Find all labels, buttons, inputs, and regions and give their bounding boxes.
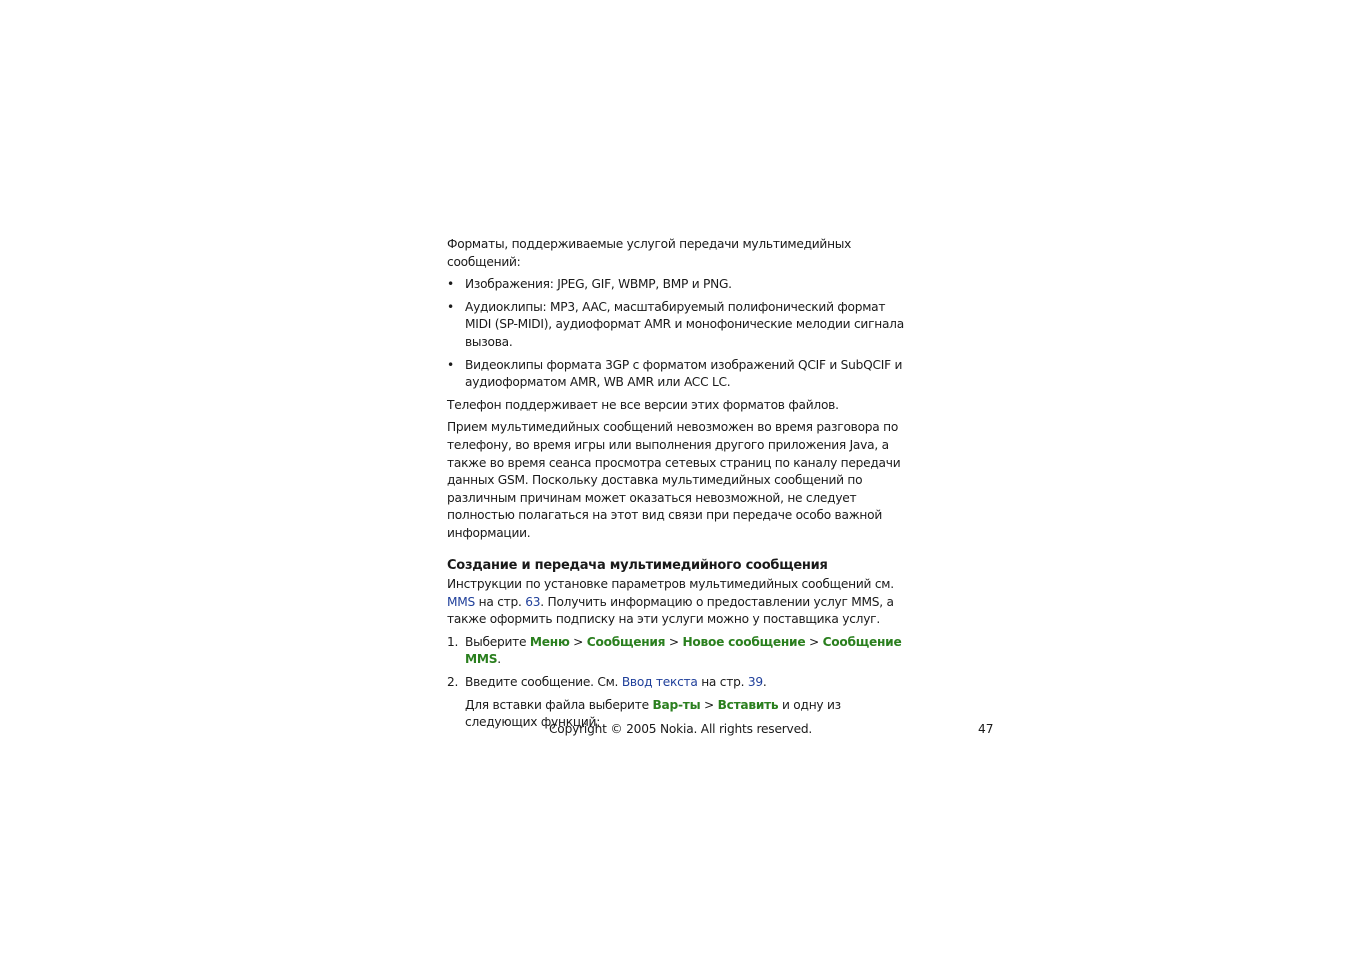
bullet-text-audio: Аудиоклипы: MP3, AAC, масштабируемый полифонический формат MIDI (SP-MIDI), аудиоформат AMR и монофонические мелодии сигнала вызова. [465, 299, 904, 349]
step-1: 1. Выберите Меню > Сообщения > Новое сообщение > Сообщение MMS. [447, 634, 902, 667]
bullet-icon: • [447, 357, 454, 372]
bullet-text-images: Изображения: JPEG, GIF, WBMP, BMP и PNG. [465, 277, 732, 292]
footer-copyright: Copyright © 2005 Nokia. All rights reserved. [549, 722, 813, 736]
menu-item-mms: Сообщение MMS [465, 634, 902, 667]
menu-item-new-message: Новое сообщение [682, 634, 806, 649]
list-item [447, 276, 907, 294]
list-item [447, 357, 907, 392]
menu-item-messages: Сообщения [586, 634, 666, 649]
page-number: 47 [978, 722, 994, 736]
menu-item-insert: Вставить [717, 697, 779, 712]
menu-item-menu: Меню [529, 634, 570, 649]
intro-text: Форматы, поддерживаемые услугой передачи мультимедийных сообщений: [447, 237, 852, 269]
instructions-text: Инструкции по установке параметров мультимедийных сообщений см. MMS на стр. 63. Получить информацию о предоставлении услуг MMS, а также оформить подписку на эти услуги можно у поставщика услуг. [447, 577, 894, 627]
page-63-link[interactable]: 63 [525, 594, 541, 609]
list-item [447, 299, 907, 352]
step-number: 1. [447, 634, 459, 649]
bullet-icon: • [447, 299, 454, 314]
note-text: Телефон поддерживает не все версии этих форматов файлов. [447, 397, 839, 412]
insert-instructions: Для вставки файла выберите Вар-ты > Вставить и одну из следующих функций: [465, 697, 841, 730]
document-body [447, 236, 907, 732]
text-input-link[interactable]: Ввод текста [621, 675, 698, 690]
mms-link[interactable]: MMS [447, 594, 476, 609]
section-heading: Создание и передача мультимедийного сообщения [447, 557, 828, 573]
steps-list [447, 634, 907, 692]
step-number: 2. [447, 675, 459, 690]
formats-list [447, 276, 907, 392]
menu-item-options: Вар-ты [652, 697, 701, 712]
bullet-icon: • [447, 277, 454, 292]
step-2: 2. Введите сообщение. См. Ввод текста на стр. 39. [447, 674, 907, 692]
bullet-text-video: Видеоклипы формата 3GP с форматом изображений QCIF и SubQCIF и аудиоформатом AMR, WB AMR или ACC LC. [465, 357, 903, 390]
page-39-link[interactable]: 39 [747, 675, 763, 690]
restriction-text: Прием мультимедийных сообщений невозможен во время разговора по телефону, во время игры или выполнения другого приложения Java, а также во время сеанса просмотра сетевых страниц по каналу передачи данных GSM. Поскольку доставка мультимедийных сообщений по различным причинам может оказаться невозможной, не следует полностью полагаться на этот вид связи при передаче особо важной информации. [447, 420, 901, 540]
